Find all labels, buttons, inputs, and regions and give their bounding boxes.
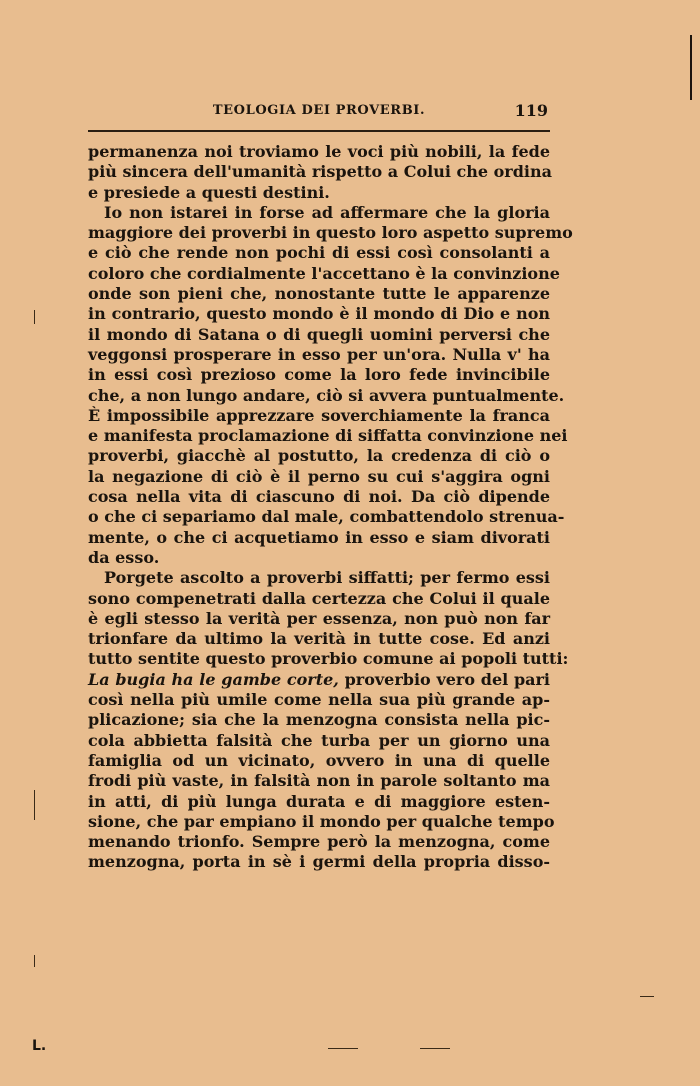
text-line: trionfare da ultimo la verità in tutte cose. Ed anzi (88, 629, 550, 649)
text-line: maggiore dei proverbi in questo loro aspetto supremo (88, 223, 573, 243)
text-line: sono compenetrati dalla certezza che Colui il quale (88, 588, 550, 608)
text-line: mente, o che ci acquetiamo in esso e siam divorati (88, 527, 550, 547)
header-rule (88, 130, 550, 132)
text-line: che, a non lungo andare, ciò si avvera puntualmente. (88, 385, 565, 405)
scan-speck (640, 996, 654, 997)
page-header (88, 103, 550, 125)
italic-phrase: La bugia ha le gambe corte, (88, 669, 339, 689)
body-text (88, 142, 573, 873)
text-line: sione, che par empiano il mondo per qualche tempo (88, 811, 555, 831)
text-line: in essi così prezioso come la loro fede invincibile (88, 365, 550, 385)
scan-speck (34, 790, 35, 820)
text-line: e manifesta proclamazione di siffatta convinzione nei (88, 426, 568, 446)
text-line: proverbi, giacchè al postutto, la credenza di ciò o (88, 446, 550, 466)
text-run: proverbio vero del pari (338, 669, 551, 689)
text-line: coloro che cordialmente l'accettano è la convinzione (88, 263, 560, 283)
scan-speck (34, 310, 35, 324)
text-line: e ciò che rende non pochi di essi così consolanti a (88, 243, 550, 263)
text-line: permanenza noi troviamo le voci più nobili, la fede (88, 142, 550, 161)
scan-speck (328, 1048, 358, 1049)
text-line: da esso. (88, 547, 160, 567)
scan-border-line (690, 35, 692, 100)
text-line: il mondo di Satana o di quegli uomini perversi che (88, 324, 550, 344)
text-line: plicazione; sia che la menzogna consista nella pic- (88, 710, 550, 730)
text-line: menando trionfo. Sempre però la menzogna, come (88, 832, 550, 852)
scan-speck (420, 1048, 450, 1049)
scan-speck (34, 955, 35, 967)
text-line: famiglia od un vicinato, ovvero in una di quelle (88, 750, 550, 770)
text-line: così nella più umile come nella sua più grande ap- (88, 690, 550, 710)
text-line: la negazione di ciò è il perno su cui s'aggira ogni (88, 466, 550, 486)
corner-mark: L. (32, 1038, 47, 1054)
text-line: È impossibile apprezzare soverchiamente la franca (88, 405, 550, 425)
page-number: 119 (514, 101, 548, 120)
text-line: cola abbietta falsità che turba per un giorno una (88, 730, 550, 750)
text-line: in contrario, questo mondo è il mondo di Dio e non (88, 304, 550, 324)
text-line: veggonsi prosperare in esso per un'ora. Nulla v' ha (88, 344, 550, 364)
text-line: o che ci separiamo dal male, combattendolo strenua- (88, 507, 565, 527)
text-line: menzogna, porta in sè i germi della propria disso- (88, 852, 550, 872)
text-line: è egli stesso la verità per essenza, non può non far (88, 608, 550, 628)
text-line: Porgete ascolto a proverbi siffatti; per fermo essi (104, 568, 550, 588)
text-line: frodi più vaste, in falsità non in parole soltanto ma (88, 771, 550, 791)
text-line: Io non istarei in forse ad affermare che la gloria (104, 202, 550, 222)
text-line (88, 670, 550, 690)
running-title: TEOLOGIA DEI PROVERBI. (212, 103, 426, 118)
text-line: onde son pieni che, nonostante tutte le apparenze (88, 284, 550, 304)
text-line: tutto sentite questo proverbio comune ai popoli tutti: (88, 649, 569, 669)
text-line: in atti, di più lunga durata e di maggiore esten- (88, 791, 550, 811)
text-line: più sincera dell'umanità rispetto a Colui che ordina (88, 162, 552, 182)
text-line: cosa nella vita di ciascuno di noi. Da ciò dipende (88, 487, 550, 507)
text-line: e presiede a questi destini. (88, 182, 330, 202)
